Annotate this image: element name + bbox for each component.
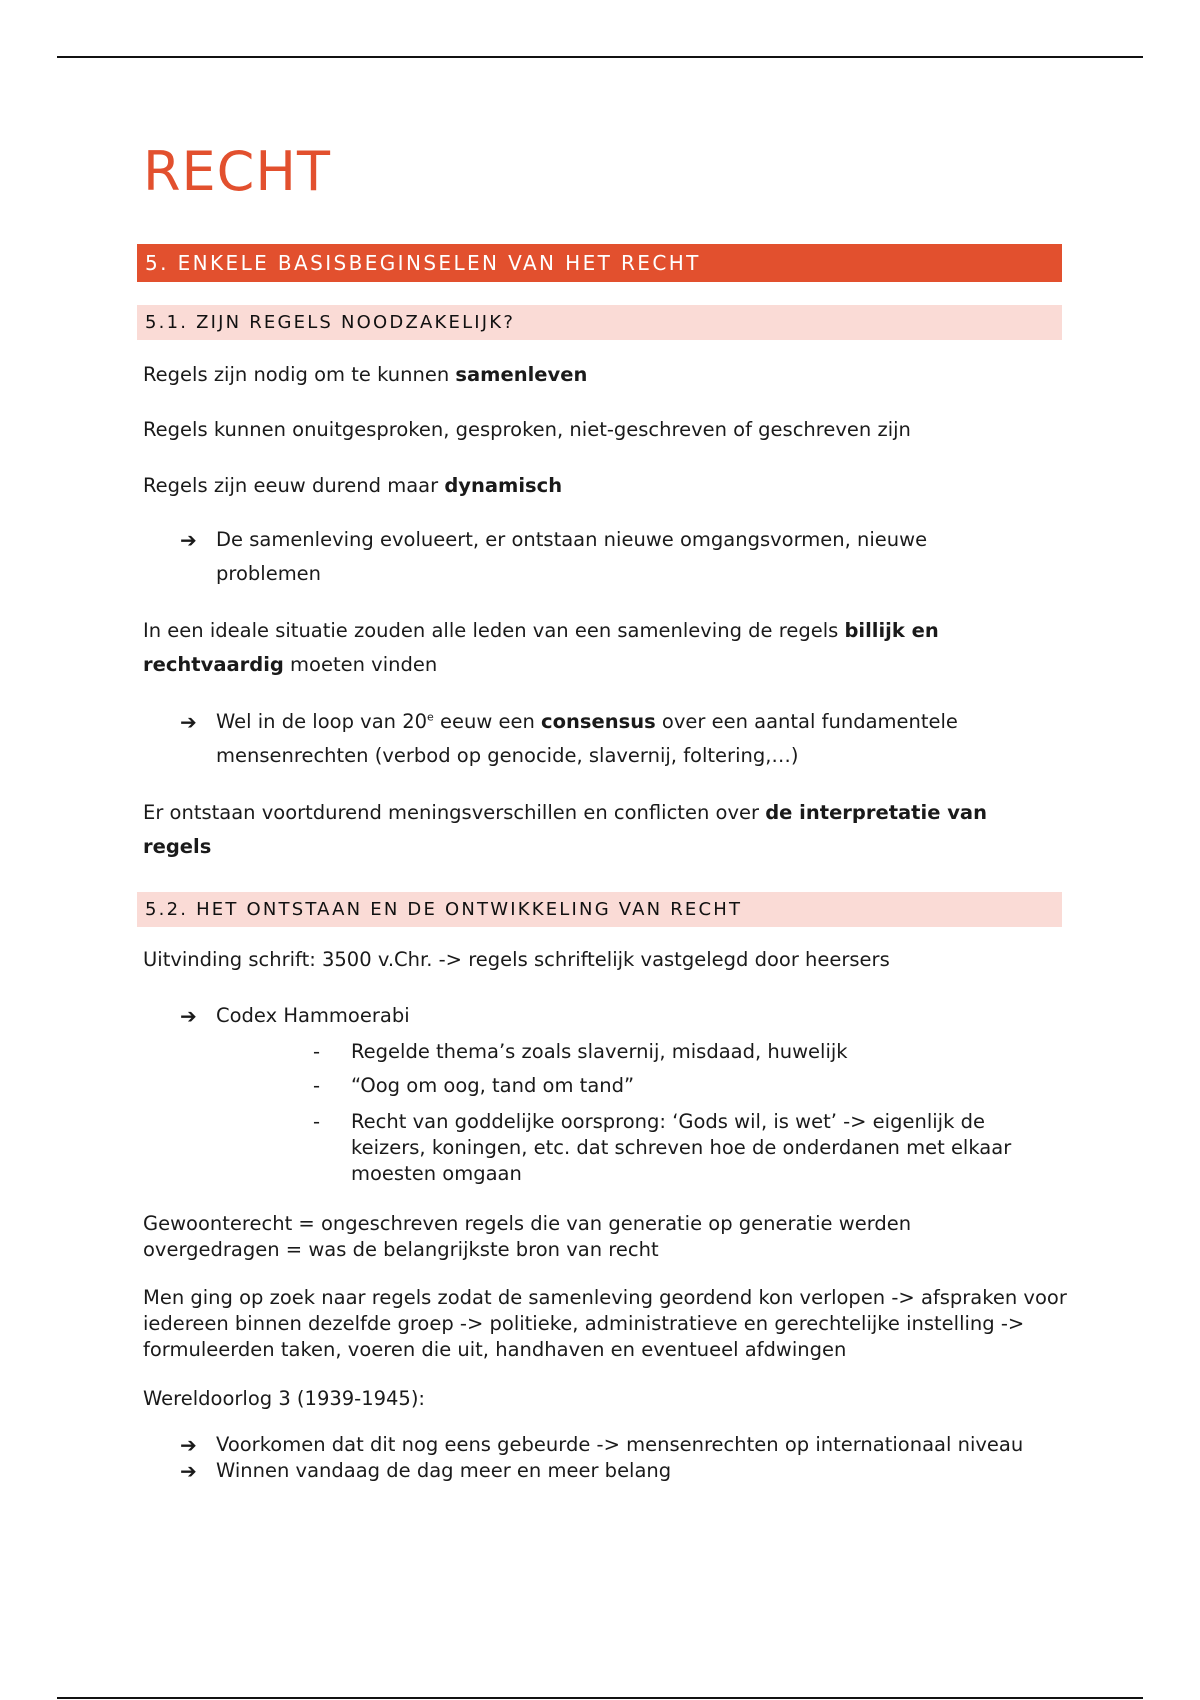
arrow-icon: ➔ bbox=[180, 528, 197, 552]
subsection-heading-5-1: 5.1. ZIJN REGELS NOODZAKELIJK? bbox=[137, 305, 1062, 340]
dash-bullet: - bbox=[313, 1040, 321, 1063]
arrow-bullet-item: ➔ Wel in de loop van 20e eeuw een consensus over een aantal fundamentele mensenrechten (verbod op genocide, slavernij, foltering,…) bbox=[180, 705, 1010, 773]
dash-list-item: - Regelde thema’s zoals slavernij, misdaad, huwelijk bbox=[313, 1040, 848, 1063]
paragraph: Uitvinding schrift: 3500 v.Chr. -> regels schriftelijk vastgelegd door heersers bbox=[143, 948, 890, 971]
arrow-bullet-item: ➔ Winnen vandaag de dag meer en meer belang bbox=[180, 1459, 672, 1483]
arrow-icon: ➔ bbox=[180, 1004, 197, 1028]
document-title: RECHT bbox=[143, 140, 331, 203]
arrow-bullet-item: ➔ De samenleving evolueert, er ontstaan nieuwe omgangsvormen, nieuwe problemen bbox=[180, 523, 940, 591]
paragraph: Wereldoorlog 3 (1939-1945): bbox=[143, 1387, 425, 1410]
subsection-heading-5-2: 5.2. HET ONTSTAAN EN DE ONTWIKKELING VAN RECHT bbox=[137, 892, 1062, 927]
arrow-bullet-item: ➔ Codex Hammoerabi bbox=[180, 999, 1060, 1033]
paragraph: Er ontstaan voortdurend meningsverschillen en conflicten over de interpretatie van regels bbox=[143, 801, 987, 858]
top-rule bbox=[57, 56, 1143, 58]
section-heading-5: 5. ENKELE BASISBEGINSELEN VAN HET RECHT bbox=[137, 244, 1062, 282]
dash-list-item: - Recht van goddelijke oorsprong: ‘Gods wil, is wet’ -> eigenlijk de keizers, koningen, etc. dat schreven hoe de onderdanen met elkaar moesten omgaan bbox=[313, 1110, 1012, 1185]
paragraph: Regels zijn eeuw durend maar dynamisch bbox=[143, 474, 563, 497]
dash-bullet: - bbox=[313, 1110, 321, 1133]
paragraph: Men ging op zoek naar regels zodat de samenleving geordend kon verlopen -> afspraken voor iedereen binnen dezelfde groep -> politieke, administratieve en gerechtelijke instelling -> formuleerden taken, voeren die uit, handhaven en eventueel afdwingen bbox=[143, 1286, 1067, 1361]
arrow-bullet-item: ➔ Voorkomen dat dit nog eens gebeurde -> mensenrechten op internationaal niveau bbox=[180, 1433, 1024, 1457]
paragraph: In een ideale situatie zouden alle leden van een samenleving de regels billijk en rechtvaardig moeten vinden bbox=[143, 619, 939, 676]
arrow-icon: ➔ bbox=[180, 1459, 197, 1483]
paragraph: Regels kunnen onuitgesproken, gesproken, niet-geschreven of geschreven zijn bbox=[143, 418, 911, 441]
paragraph: Gewoonterecht = ongeschreven regels die van generatie op generatie werden overgedragen = was de belangrijkste bron van recht bbox=[143, 1212, 912, 1261]
paragraph: Regels zijn nodig om te kunnen samenleven bbox=[143, 363, 588, 386]
arrow-icon: ➔ bbox=[180, 710, 197, 734]
dash-bullet: - bbox=[313, 1074, 321, 1097]
bottom-rule bbox=[57, 1697, 1143, 1699]
arrow-icon: ➔ bbox=[180, 1433, 197, 1457]
dash-list-item: - “Oog om oog, tand om tand” bbox=[313, 1074, 635, 1097]
